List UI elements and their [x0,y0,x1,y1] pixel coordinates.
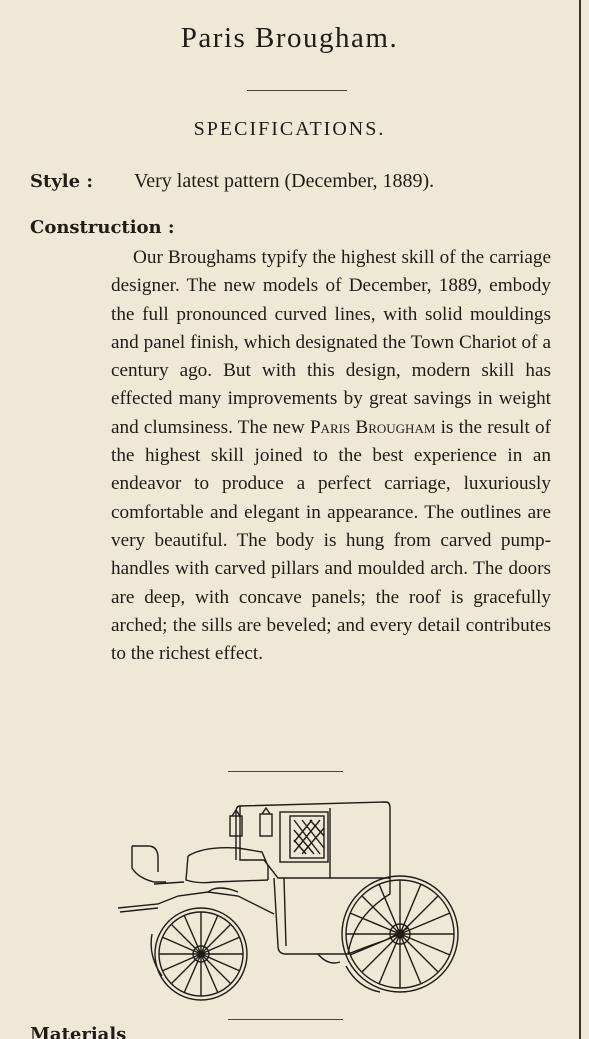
construction-text-start: Our Broughams typify the highest skill of the carriage designer. The new models of December, 1889, embody the full pronounced curved lines, with solid mouldings and panel finish, which designated the Town Chariot of a century ago. But with this design, modern skill has effected many improvements by great savings in weight and clumsiness. The new [111,247,551,438]
section-divider [228,771,343,772]
carriage-name: Paris Brougham [309,416,436,438]
construction-label: Construction : [30,217,175,238]
page-edge-rule [579,0,581,1039]
title-divider [247,90,347,91]
brougham-illustration [118,796,463,1001]
construction-paragraph [111,244,551,668]
style-label: Style : [30,171,93,192]
next-section-label: Materials [30,1024,127,1039]
style-value: Very latest pattern (December, 1889). [134,170,435,192]
construction-text-end: is the result of the highest skill joined to the best experience in an endeavor to produce a perfect carriage, luxuriously comfortable and elegant in appearance. The outlines are very beautiful. The body is hung from carved pump-handles with carved pillars and moulded arch. The doors are deep, with concave panels; the roof is gracefully arched; the sills are beveled; and every detail contributes to the richest effect. [111,416,552,665]
page-title: Paris Brougham. [180,22,399,54]
bottom-divider [228,1019,343,1020]
style-row [30,170,570,193]
specifications-heading: SPECIFICATIONS. [193,118,386,140]
